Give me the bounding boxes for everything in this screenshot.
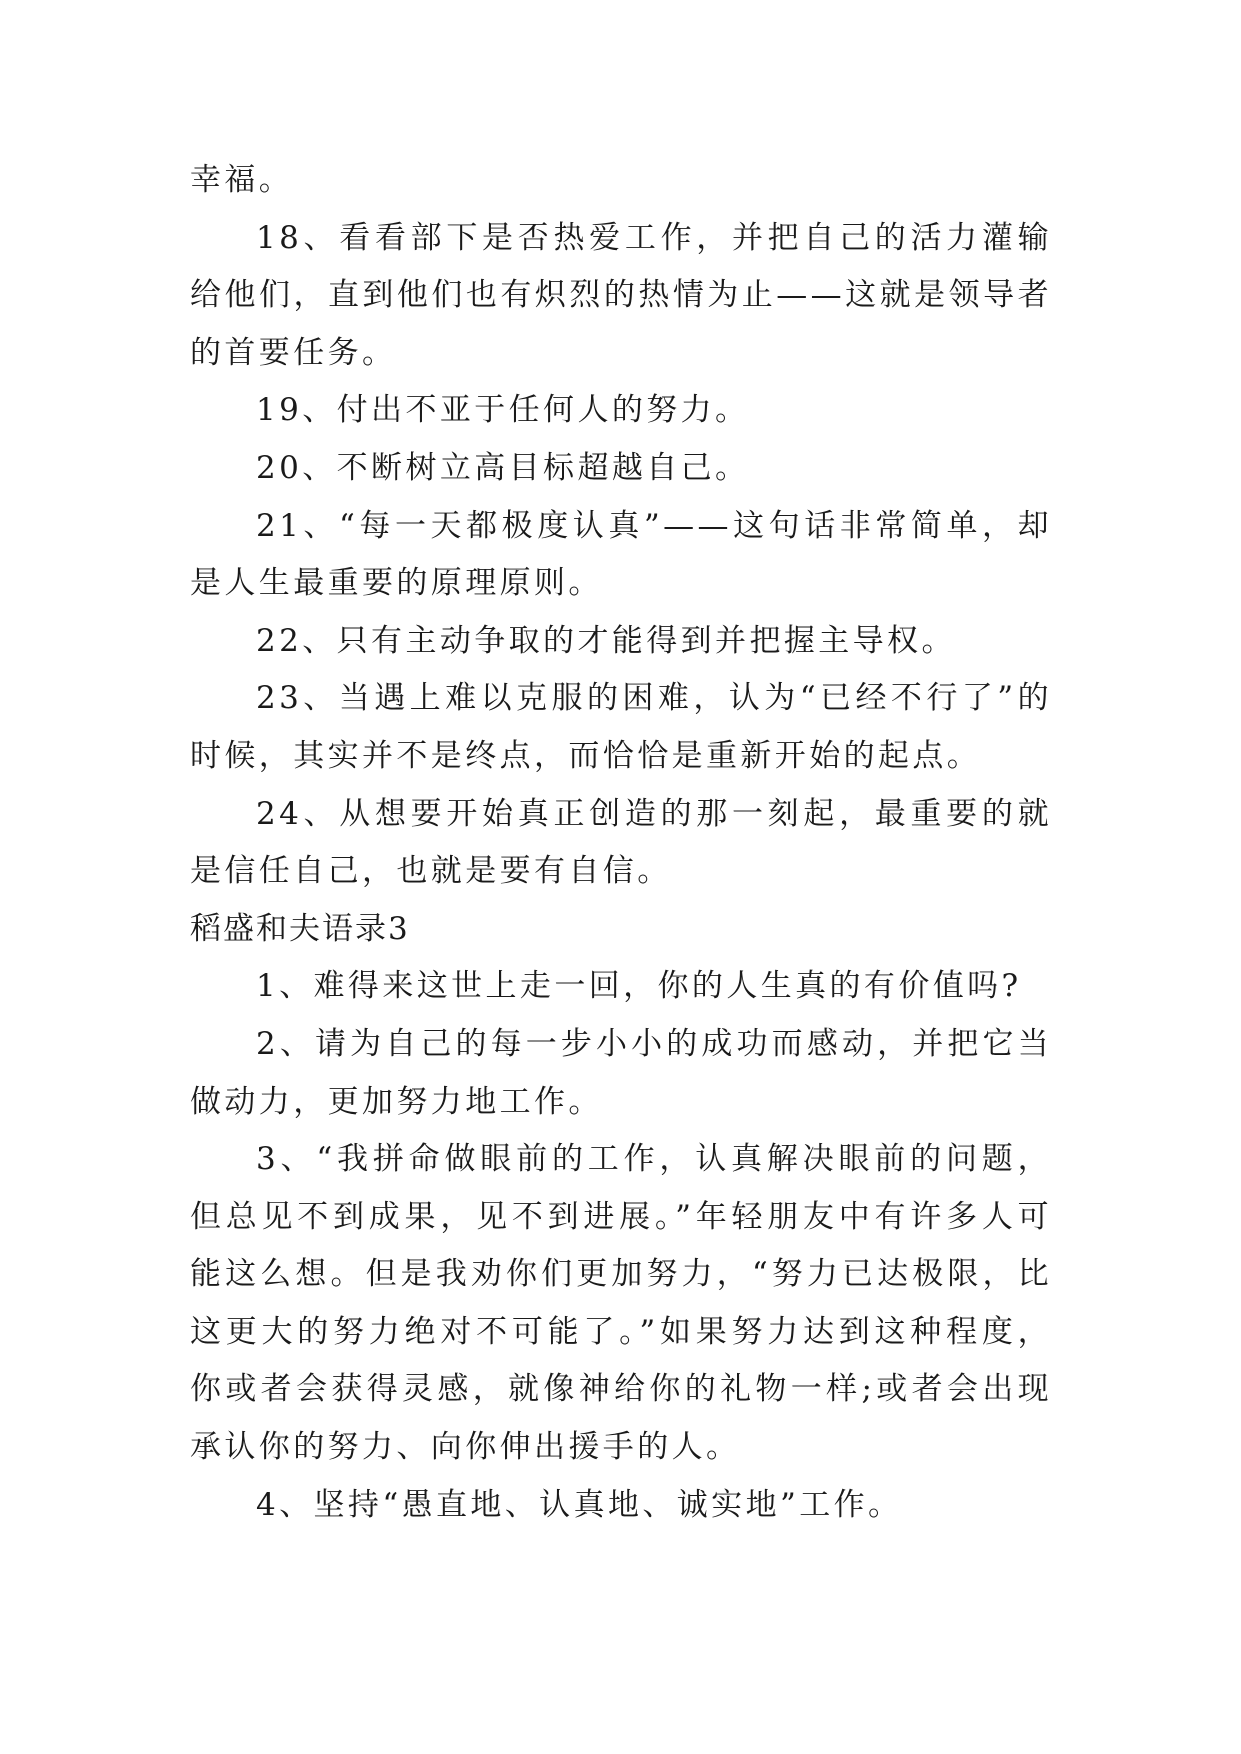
paragraph-item-24: 24、从想要开始真正创造的那一刻起，最重要的就是信任自己，也就是要有自信。 bbox=[190, 795, 1052, 890]
paragraph-continuation: 幸福。 bbox=[190, 162, 294, 198]
paragraph-item-20: 20、不断树立高目标超越自己。 bbox=[256, 449, 750, 486]
paragraph-item-23: 23、当遇上难以克服的困难，认为“已经不行了”的时候，其实并不是终点，而恰恰是重新开始的起点。 bbox=[190, 680, 1052, 774]
section-heading: 稻盛和夫语录3 bbox=[190, 910, 410, 947]
paragraph-item-22: 22、只有主动争取的才能得到并把握主导权。 bbox=[256, 622, 956, 659]
section-paragraph-item-2: 2、请为自己的每一步小小的成功而感动，并把它当做动力，更加努力地工作。 bbox=[190, 1025, 1052, 1120]
section-paragraph-item-4: 4、坚持“愚直地、认真地、诚实地”工作。 bbox=[256, 1486, 903, 1523]
paragraph-item-19: 19、付出不亚于任何人的努力。 bbox=[256, 392, 750, 429]
section-paragraph-item-1: 1、难得来这世上走一回，你的人生真的有价值吗? bbox=[256, 968, 1022, 1005]
section-paragraph-item-3: 3、“我拼命做眼前的工作，认真解决眼前的问题，但总见不到成果，见不到进展。”年轻朋友中有许多人可能这么想。但是我劝你们更加努力，“努力已达极限，比这更大的努力绝对不可能了。”如果努力达到这种程度，你或者会获得灵感，就像神给你的礼物一样;或者会出现承认你的努力、向你伸出援手的人。 bbox=[190, 1141, 1052, 1466]
document-body bbox=[190, 152, 1052, 1534]
paragraph-item-21: 21、“每一天都极度认真”——这句话非常简单，却是人生最重要的原理原则。 bbox=[190, 507, 1052, 602]
paragraph-item-18: 18、看看部下是否热爱工作，并把自己的活力灌输给他们，直到他们也有炽烈的热情为止——这就是领导者的首要任务。 bbox=[190, 219, 1052, 371]
